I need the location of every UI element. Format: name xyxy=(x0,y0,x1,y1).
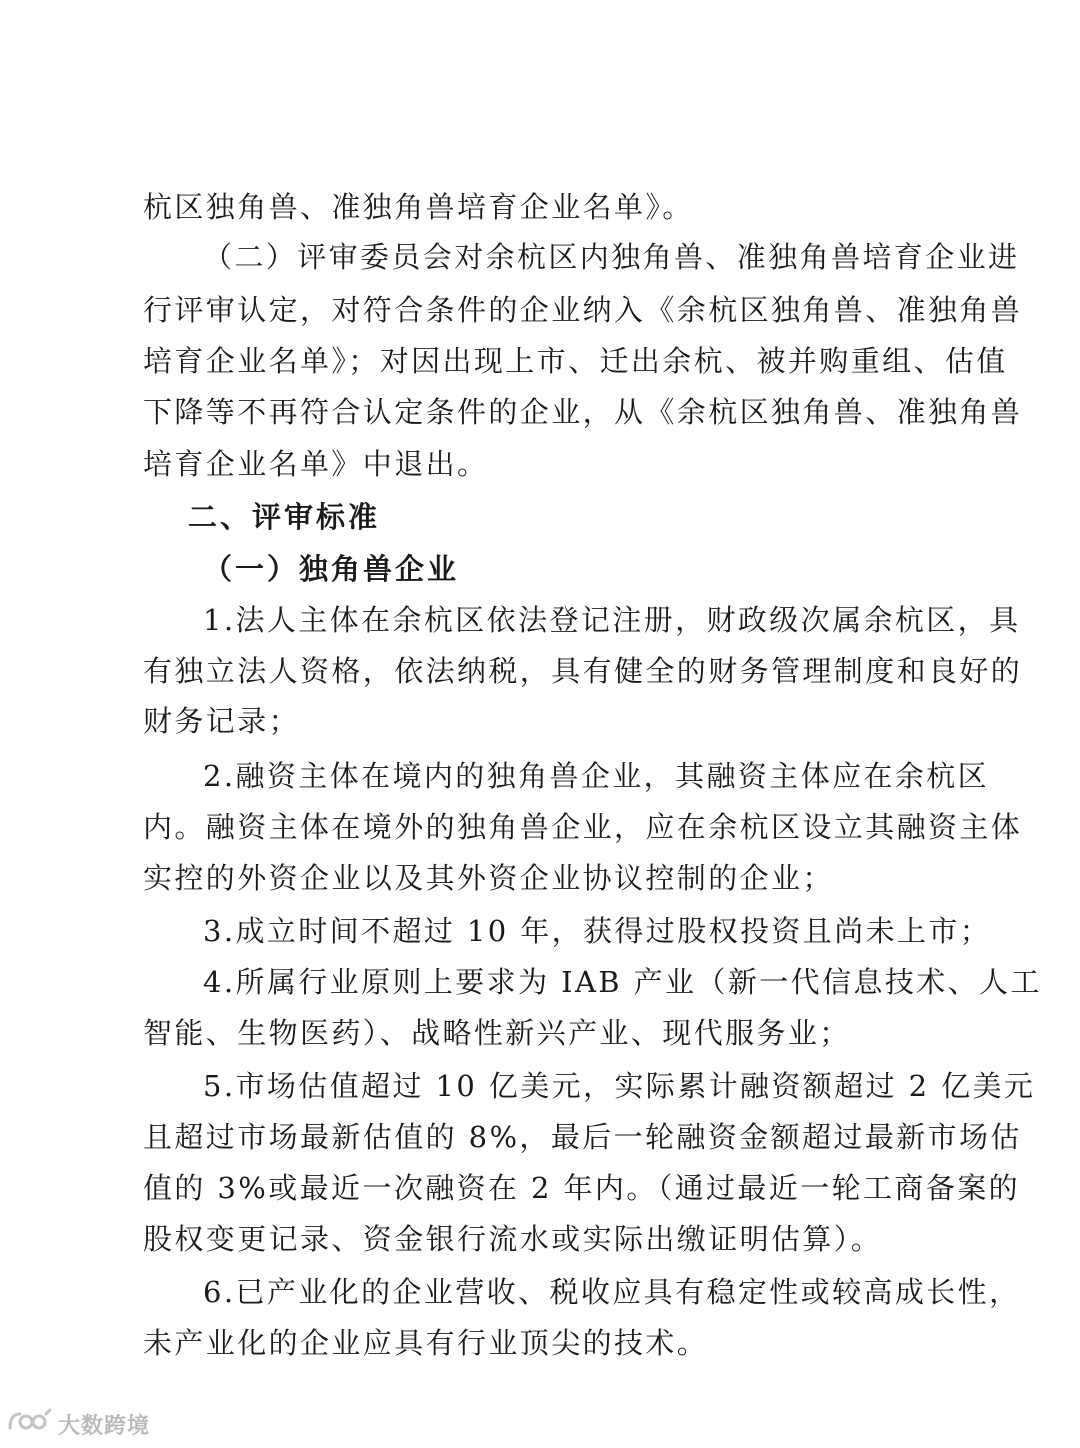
paragraph-line: 行评审认定，对符合条件的企业纳入《余杭区独角兽、准独角兽 xyxy=(143,293,1023,327)
paragraph-line: 未产业化的企业应具有行业顶尖的技术。 xyxy=(143,1326,709,1360)
paragraph-line: 培育企业名单》；对因出现上市、迁出余杭、被并购重组、估值 xyxy=(143,344,1008,378)
paragraph-line: 5.市场估值超过 10 亿美元，实际累计融资额超过 2 亿美元 xyxy=(203,1069,1036,1103)
paragraph-line: 有独立法人资格，依法纳税，具有健全的财务管理制度和良好的 xyxy=(143,654,1023,688)
paragraph-line: 实控的外资企业以及其外资企业协议控制的企业； xyxy=(143,861,834,895)
paragraph-line: 1.法人主体在余杭区依法登记注册，财政级次属余杭区，具 xyxy=(203,603,1021,637)
paragraph-line: （二）评审委员会对余杭区内独角兽、准独角兽培育企业进 xyxy=(203,240,1020,274)
section-heading: 二、评审标准 xyxy=(188,500,381,534)
paragraph-line: 智能、生物医药）、战略性新兴产业、现代服务业； xyxy=(143,1016,851,1050)
paragraph-line: 且超过市场最新估值的 8%，最后一轮融资金额超过最新市场估 xyxy=(143,1120,1022,1154)
watermark xyxy=(6,1408,150,1440)
logo-icon xyxy=(6,1408,52,1440)
paragraph-line: 3.成立时间不超过 10 年，获得过股权投资且尚未上市； xyxy=(203,914,992,948)
subsection-heading: （一）独角兽企业 xyxy=(203,552,460,586)
paragraph-line: 2.融资主体在境内的独角兽企业，其融资主体应在余杭区 xyxy=(203,759,990,793)
paragraph-line: 杭区独角兽、准独角兽培育企业名单》。 xyxy=(143,190,694,224)
paragraph-line: 值的 3%或最近一次融资在 2 年内。（通过最近一轮工商备案的 xyxy=(143,1171,1021,1205)
watermark-text: 大数跨境 xyxy=(58,1413,151,1439)
paragraph-line: 财务记录； xyxy=(143,704,301,738)
paragraph-line: 4.所属行业原则上要求为 IAB 产业（新一代信息技术、人工 xyxy=(203,965,1042,999)
paragraph-line: 6.已产业化的企业营收、税收应具有稳定性或较高成长性， xyxy=(203,1275,1021,1309)
paragraph-line: 下降等不再符合认定条件的企业，从《余杭区独角兽、准独角兽 xyxy=(143,395,1023,429)
paragraph-line: 内。融资主体在境外的独角兽企业，应在余杭区设立其融资主体 xyxy=(143,810,1023,844)
paragraph-line: 股权变更记录、资金银行流水或实际出缴证明估算）。 xyxy=(143,1222,883,1256)
paragraph-line: 培育企业名单》中退出。 xyxy=(143,447,489,481)
